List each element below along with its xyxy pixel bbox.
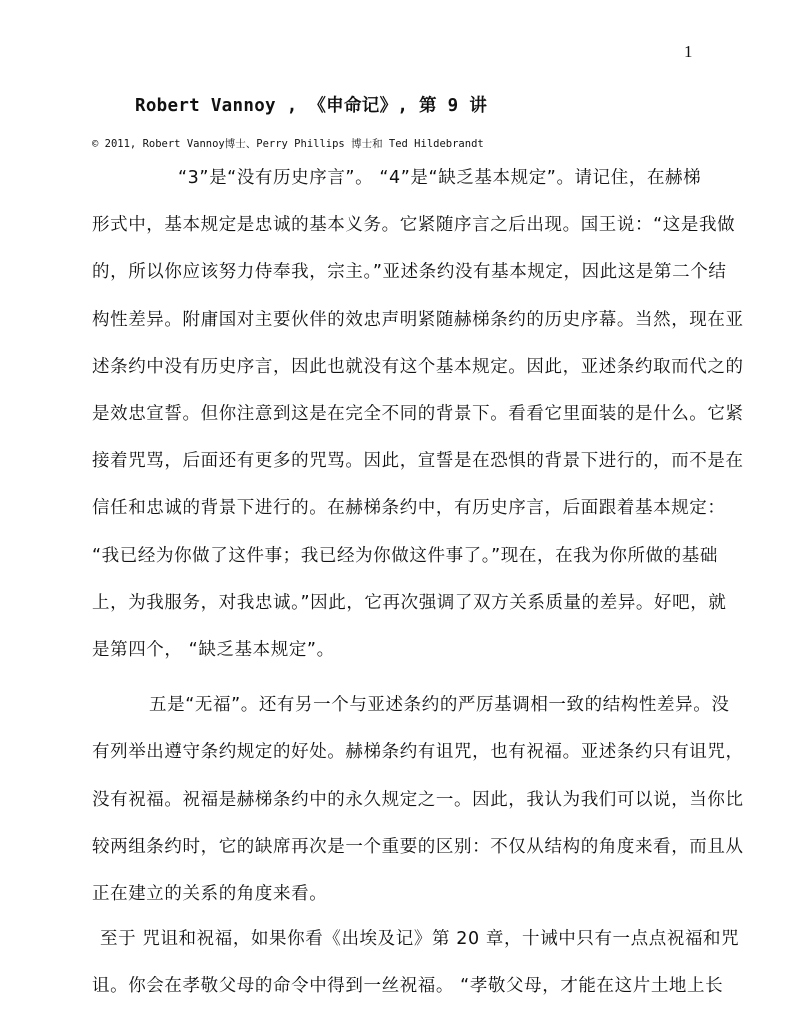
text-line: 是第四个， “缺乏基本规定”。 bbox=[92, 640, 335, 660]
text-line: 上，为我服务，对我忠诚。”因此，它再次强调了双方关系质量的差异。好吧，就 bbox=[92, 593, 727, 613]
text-line: 信任和忠诚的背景下进行的。在赫梯条约中，有历史序言，后面跟着基本规定： bbox=[92, 498, 726, 518]
lecture-title: Robert Vannoy , 《申命记》, 第 9 讲 bbox=[135, 96, 488, 116]
text-line: 较两组条约时，它的缺席再次是一个重要的区别：不仅从结构的角度来看，而且从 bbox=[92, 837, 744, 857]
text-line: 接着咒骂，后面还有更多的咒骂。因此，宣誓是在恐惧的背景下进行的，而不是在 bbox=[92, 451, 744, 471]
text-line: 是效忠宣誓。但你注意到这是在完全不同的背景下。看看它里面装的是什么。它紧 bbox=[92, 404, 744, 424]
text-line: 至于 咒诅和祝福，如果你看《出埃及记》第 20 章，十诫中只有一点点祝福和咒 bbox=[100, 929, 740, 949]
text-line: 没有祝福。祝福是赫梯条约中的永久规定之一。因此，我认为我们可以说，当你比 bbox=[92, 790, 744, 810]
text-line: “我已经为你做了这件事；我已经为你做这件事了。”现在，在我为你所做的基础 bbox=[92, 546, 718, 566]
text-line: 形式中，基本规定是忠诚的基本义务。它紧随序言之后出现。国王说：“这是我做 bbox=[92, 215, 736, 235]
text-line: 有列举出遵守条约规定的好处。赫梯条约有诅咒，也有祝福。亚述条约只有诅咒， bbox=[92, 742, 744, 762]
copyright-line: © 2011, Robert Vannoy博士、Perry Phillips 博士和 Ted Hildebrandt bbox=[92, 138, 484, 150]
text-line: 五是“无福”。还有另一个与亚述条约的严厉基调相一致的结构性差异。没 bbox=[149, 695, 730, 715]
text-line: 诅。你会在孝敬父母的命令中得到一丝祝福。 “孝敬父母，才能在这片土地上长 bbox=[92, 976, 724, 996]
text-line: 的，所以你应该努力侍奉我，宗主。”亚述条约没有基本规定，因此这是第二个结 bbox=[92, 262, 727, 282]
text-line: 构性差异。附庸国对主要伙伴的效忠声明紧随赫梯条约的历史序幕。当然，现在亚 bbox=[92, 310, 744, 330]
text-line: “3”是“没有历史序言”。 “4”是“缺乏基本规定”。请记住，在赫梯 bbox=[178, 168, 702, 188]
page-number: 1 bbox=[684, 42, 693, 61]
text-line: 正在建立的关系的角度来看。 bbox=[92, 884, 328, 904]
text-line: 述条约中没有历史序言，因此也就没有这个基本规定。因此，亚述条约取而代之的 bbox=[92, 357, 744, 377]
